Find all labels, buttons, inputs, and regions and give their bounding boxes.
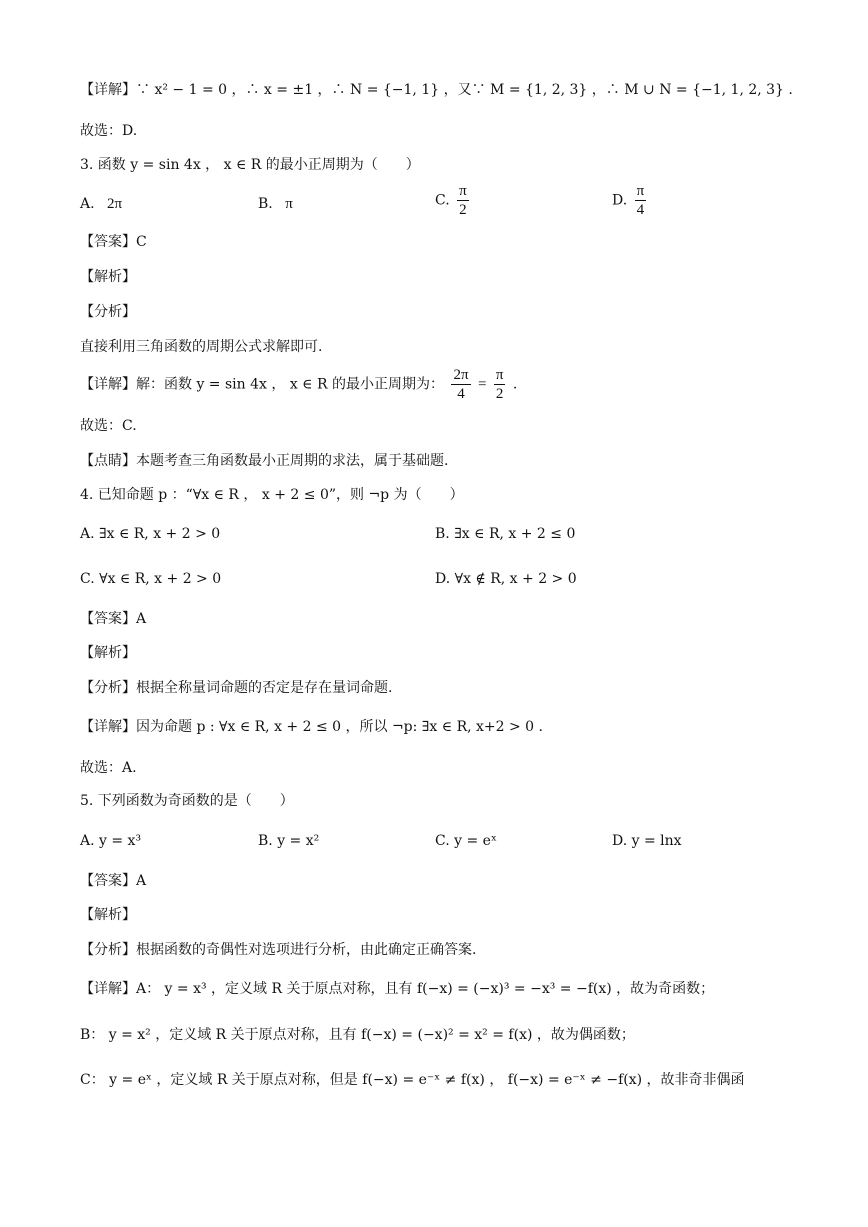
q4-option-a: A. ∃x ∈ R, x + 2 > 0 xyxy=(80,526,221,542)
q5-option-d: D. y = lnx xyxy=(612,833,682,849)
q4-option-b: B. ∃x ∈ R, x + 2 ≤ 0 xyxy=(435,526,576,542)
fraction-numerator: π xyxy=(495,367,504,383)
q3-option-d-fraction xyxy=(635,182,647,219)
solution-detail-q2: 【详解】∵ x² − 1 = 0 ，∴ x = ±1 ，∴ N = {−1, 1} ，又∵ M = {1, 2, 3} ，∴ M ∪ N = {−1, 1, 2, 3} . xyxy=(80,82,793,98)
answer-q4: 【答案】A xyxy=(80,611,147,627)
q4-option-d: D. ∀x ∉ R, x + 2 > 0 xyxy=(435,571,577,587)
analysis-heading-q5: 【解析】 xyxy=(80,907,136,923)
q3-option-d xyxy=(612,182,649,219)
method-text-q3: 直接利用三角函数的周期公式求解即可. xyxy=(80,339,323,355)
comment-q3: 【点睛】本题考查三角函数最小正周期的求法，属于基础题. xyxy=(80,453,449,469)
solution-fraction-2 xyxy=(494,366,506,403)
fraction-numerator: 2π xyxy=(453,367,469,383)
q5-option-a: A. y = x³ xyxy=(80,833,142,849)
q3-option-c-fraction xyxy=(457,182,469,219)
q3-option-a xyxy=(80,194,122,214)
solution-text: 【详解】解：函数 y = sin 4x ， x ∈ R 的最小正周期为： xyxy=(80,376,444,393)
fraction-denominator: 2 xyxy=(459,202,467,218)
equals-sign: = xyxy=(477,376,487,393)
solution-detail-q5-b: B： y = x² ，定义域 R 关于原点对称，且有 f(−x) = (−x)² = x² = f(x) ，故为偶函数； xyxy=(80,1027,635,1043)
q4-option-c: C. ∀x ∈ R, x + 2 > 0 xyxy=(80,571,222,587)
method-heading-q3: 【分析】 xyxy=(80,304,136,320)
q3-option-d-label: D. xyxy=(612,192,628,209)
q3-option-a-value: 2π xyxy=(107,196,123,212)
solution-detail-q5-a: 【详解】A： y = x³ ，定义域 R 关于原点对称，且有 f(−x) = (−x)³ = −x³ = −f(x) ，故为奇函数； xyxy=(80,981,715,997)
solution-fraction-1 xyxy=(451,366,470,403)
q3-option-c xyxy=(435,182,472,219)
answer-q5: 【答案】A xyxy=(80,873,147,889)
answer-choice-q3: 故选：C. xyxy=(80,418,137,434)
q5-option-c: C. y = eˣ xyxy=(435,833,497,849)
period: . xyxy=(512,376,518,393)
fraction-denominator: 2 xyxy=(495,386,504,402)
q5-option-b: B. y = x² xyxy=(258,833,320,849)
q3-option-b xyxy=(258,194,293,214)
q3-option-c-label: C. xyxy=(435,192,450,209)
question-3: 3. 函数 y = sin 4x ， x ∈ R 的最小正周期为（ ） xyxy=(80,157,420,173)
q3-option-b-value: π xyxy=(285,196,293,212)
answer-choice-q4: 故选：A. xyxy=(80,760,137,776)
question-5: 5. 下列函数为奇函数的是（ ） xyxy=(80,793,294,809)
fraction-numerator: π xyxy=(636,183,645,199)
analysis-heading-q4: 【解析】 xyxy=(80,645,136,661)
q3-option-a-label: A. xyxy=(80,196,95,212)
fraction-denominator: 4 xyxy=(457,386,465,402)
solution-detail-q4: 【详解】因为命题 p : ∀x ∈ R, x + 2 ≤ 0 ，所以 ¬p: ∃x ∈ R, x+2 > 0 . xyxy=(80,719,543,735)
solution-detail-q5-c: C： y = eˣ ，定义域 R 关于原点对称，但是 f(−x) = e⁻ˣ ≠ f(x) ， f(−x) = e⁻ˣ ≠ −f(x) ，故非奇非偶函 xyxy=(80,1072,745,1088)
fraction-numerator: π xyxy=(459,183,467,199)
answer-q3: 【答案】C xyxy=(80,234,147,250)
q3-option-b-label: B. xyxy=(258,196,273,212)
question-4: 4. 已知命题 p ：“∀x ∈ R ， x + 2 ≤ 0”，则 ¬p 为（ ） xyxy=(80,487,464,503)
method-q5: 【分析】根据函数的奇偶性对选项进行分析，由此确定正确答案. xyxy=(80,942,477,958)
answer-choice-q2: 故选：D. xyxy=(80,123,138,139)
solution-detail-q3 xyxy=(80,366,517,403)
analysis-heading-q3: 【解析】 xyxy=(80,269,136,285)
fraction-denominator: 4 xyxy=(636,202,645,218)
method-q4: 【分析】根据全称量词命题的否定是存在量词命题. xyxy=(80,680,393,696)
